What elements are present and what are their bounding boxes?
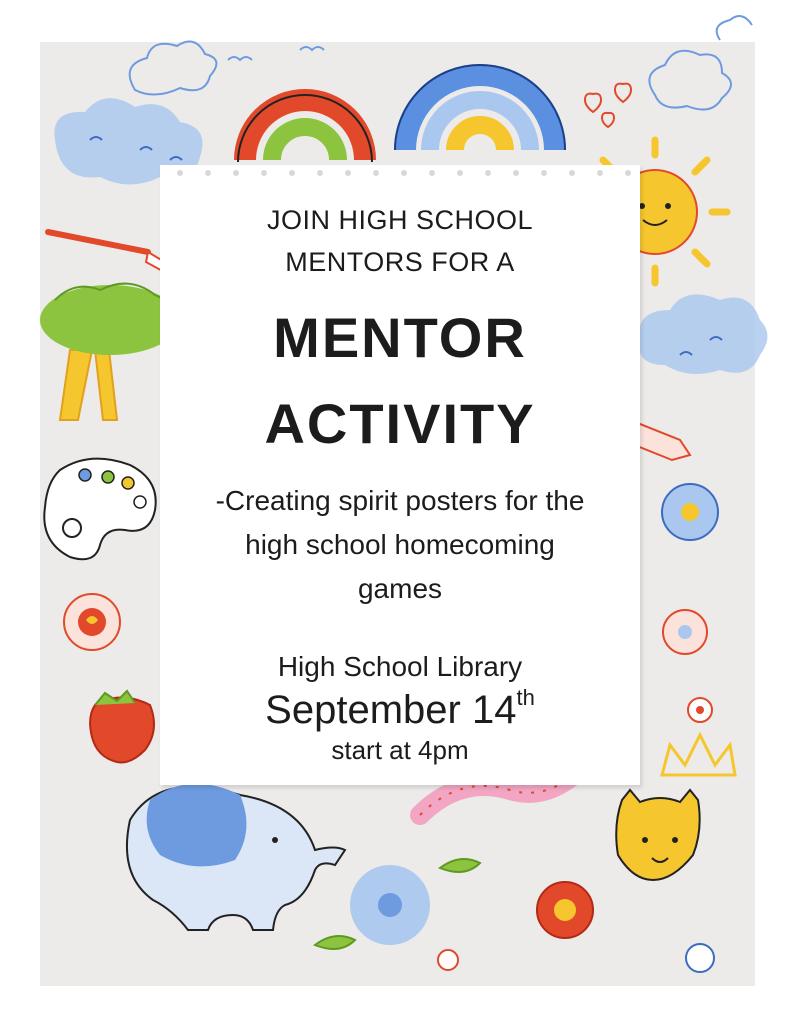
flower-icon <box>537 882 593 938</box>
description-line-3: games <box>357 573 443 604</box>
bird-icon <box>228 47 324 60</box>
cloud-icon <box>639 294 767 374</box>
event-date-text: September 14 <box>265 688 517 732</box>
note-paper <box>160 165 640 785</box>
palette-icon <box>44 459 155 560</box>
description-line-2: high school homecoming <box>245 529 555 560</box>
rainbow-icon <box>395 65 565 150</box>
flower-icon <box>662 484 718 540</box>
tree-icon <box>40 284 180 420</box>
flower-icon <box>663 610 707 654</box>
description-line-1: -Creating spirit posters for the <box>215 485 585 516</box>
cloud-icon <box>130 42 217 95</box>
rainbow-icon <box>238 95 372 162</box>
event-time: start at 4pm <box>331 735 469 765</box>
flower-icon <box>438 950 458 970</box>
event-location: High School Library <box>277 651 523 682</box>
cloud-icon <box>649 16 752 110</box>
title-line-1: MENTOR <box>273 306 527 369</box>
tiger-icon <box>616 790 699 880</box>
event-date-suffix: th <box>516 685 535 710</box>
flower-icon <box>350 865 430 945</box>
flower-icon <box>64 594 120 650</box>
event-date <box>160 685 640 733</box>
flower-icon <box>688 698 712 722</box>
crown-icon <box>662 735 735 775</box>
heading-line-2: MENTORS FOR A <box>285 247 515 277</box>
strawberry-icon <box>90 691 154 763</box>
heart-icon <box>585 84 631 127</box>
paper-holes <box>160 165 640 179</box>
heading-line-1: JOIN HIGH SCHOOL <box>266 205 534 235</box>
title-line-2: ACTIVITY <box>264 392 536 455</box>
flower-icon <box>686 944 714 972</box>
elephant-icon <box>127 784 345 930</box>
paintbrush-icon <box>48 232 172 274</box>
